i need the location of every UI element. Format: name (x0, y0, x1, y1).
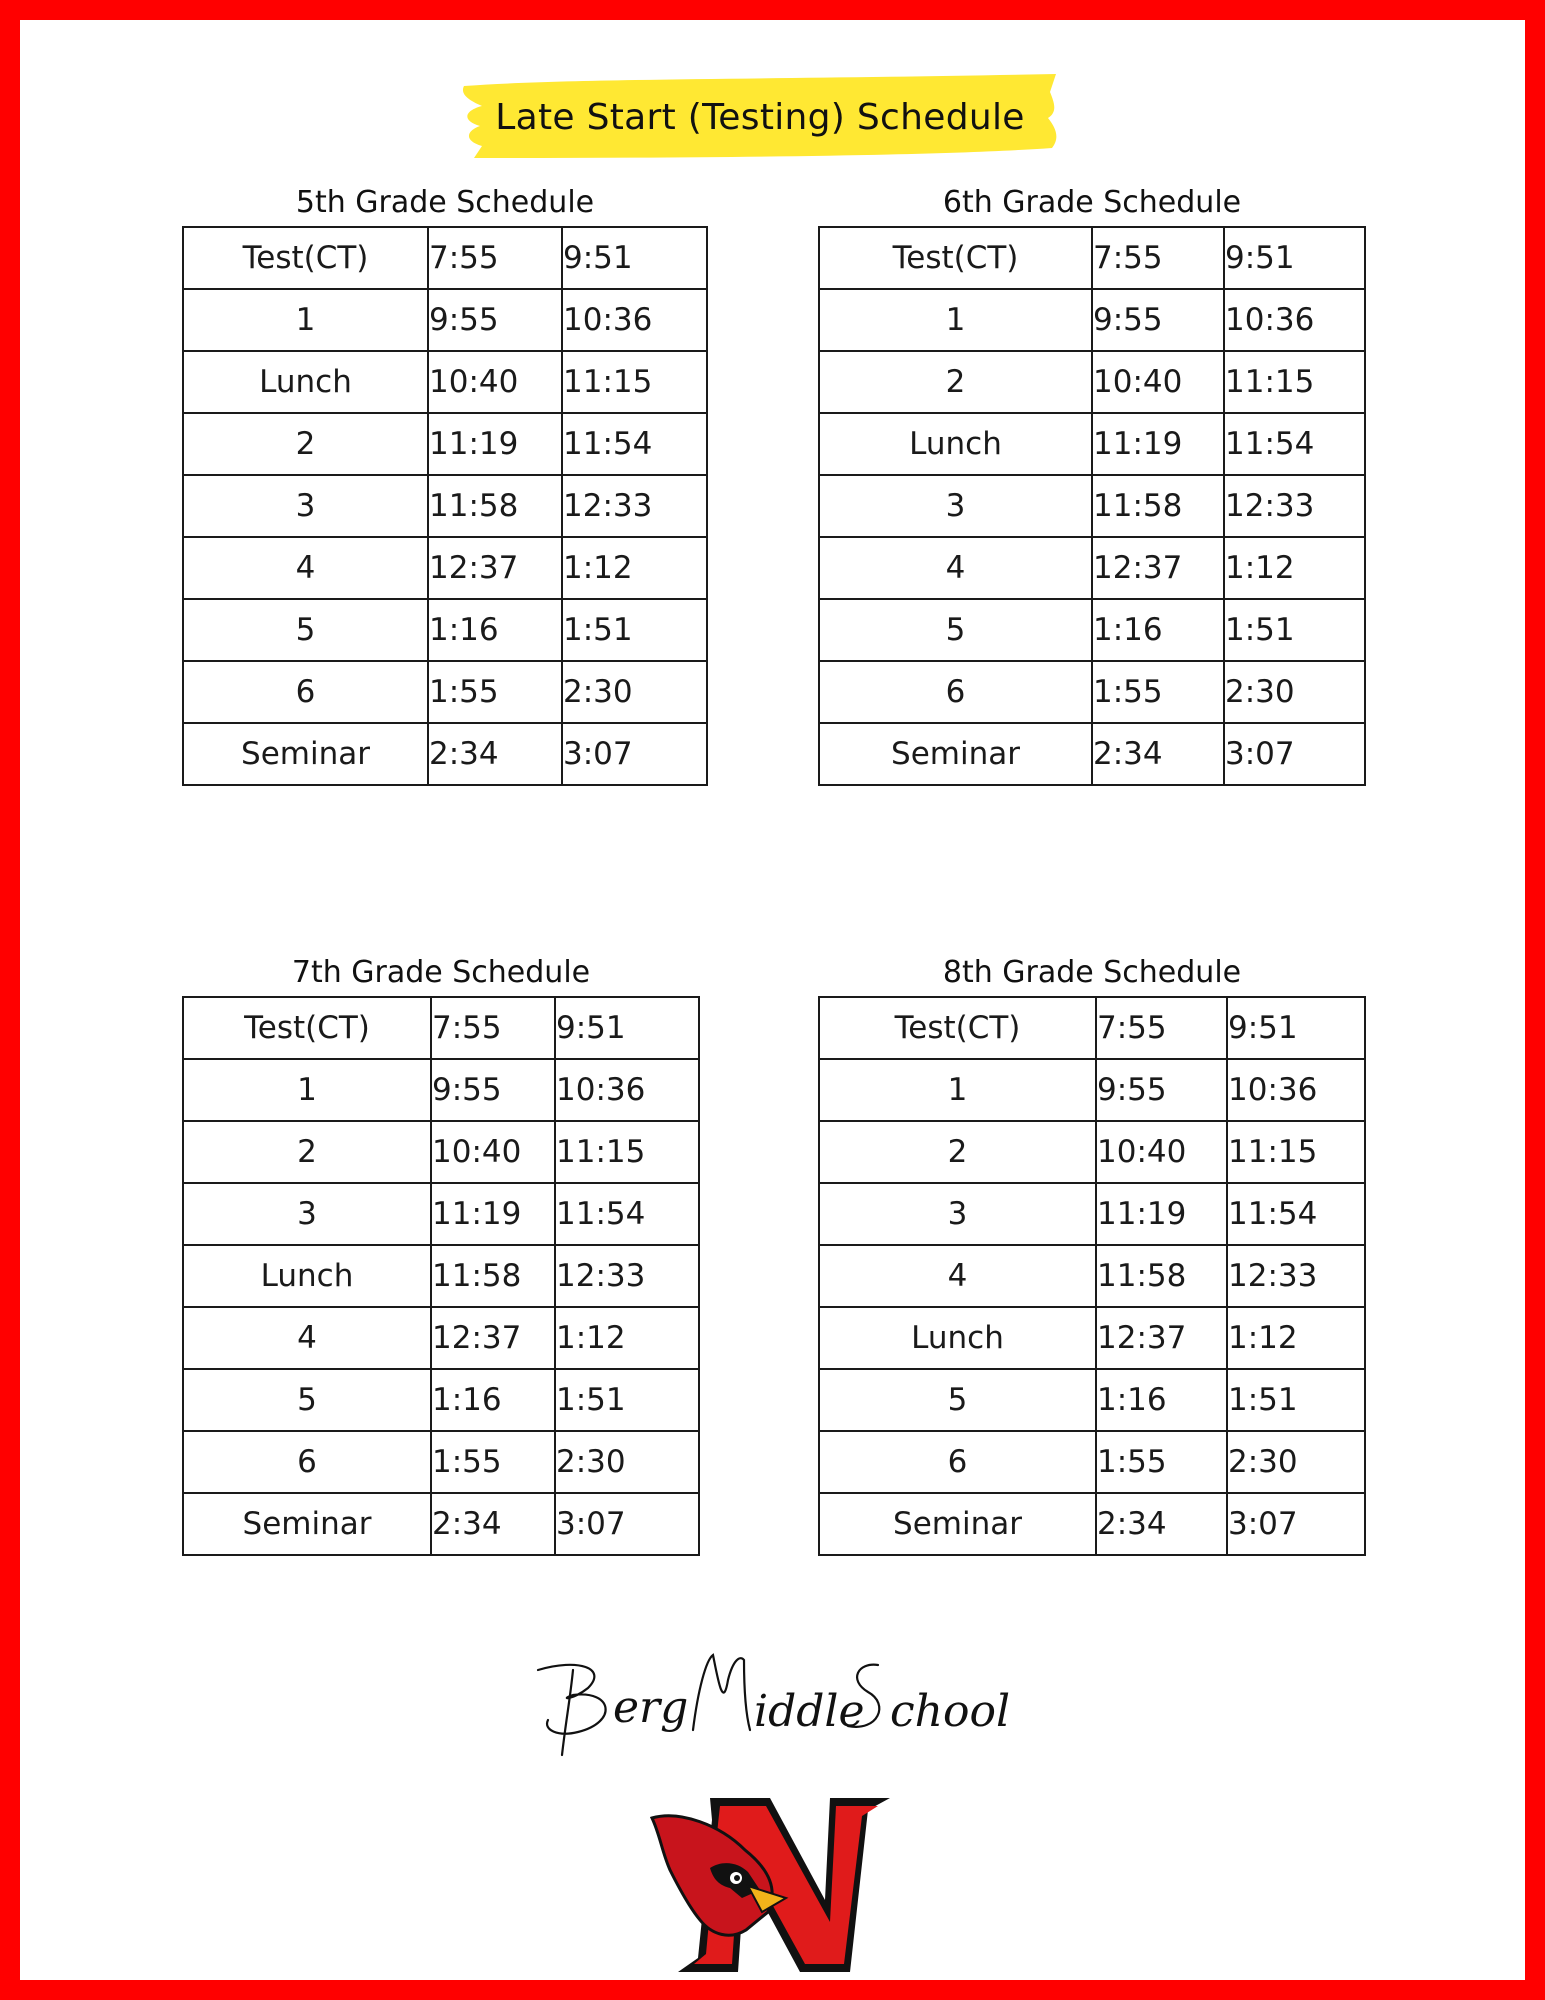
start-time: 1:55 (1092, 661, 1224, 723)
start-time: 11:19 (1096, 1183, 1227, 1245)
end-time: 2:30 (1227, 1431, 1365, 1493)
schedule-title: 6th Grade Schedule (942, 185, 1242, 220)
table-row (819, 289, 1365, 351)
period-name: 5 (819, 599, 1092, 661)
table-row (183, 475, 707, 537)
start-time: 2:34 (428, 723, 562, 785)
end-time: 11:15 (562, 351, 707, 413)
table-row (183, 599, 707, 661)
schedule-title: 5th Grade Schedule (295, 185, 595, 220)
school-script-logo (518, 1640, 1018, 1760)
start-time: 10:40 (431, 1121, 555, 1183)
page-title: Late Start (Testing) Schedule (495, 96, 1025, 138)
end-time: 11:15 (555, 1121, 699, 1183)
schedule-table (818, 226, 1366, 786)
period-name: 6 (183, 661, 428, 723)
table-row (183, 413, 707, 475)
start-time: 1:16 (428, 599, 562, 661)
grade6-schedule (818, 185, 1366, 786)
table-row (819, 351, 1365, 413)
start-time: 11:58 (1092, 475, 1224, 537)
end-time: 1:51 (562, 599, 707, 661)
schedule-table (182, 996, 700, 1556)
start-time: 11:19 (428, 413, 562, 475)
end-time: 1:12 (1227, 1307, 1365, 1369)
period-name: Test(CT) (819, 997, 1096, 1059)
period-name: 3 (819, 475, 1092, 537)
end-time: 10:36 (562, 289, 707, 351)
end-time: 11:54 (555, 1183, 699, 1245)
period-name: Lunch (183, 1245, 431, 1307)
start-time: 9:55 (1096, 1059, 1227, 1121)
end-time: 1:51 (555, 1369, 699, 1431)
table-row (819, 599, 1365, 661)
start-time: 7:55 (1096, 997, 1227, 1059)
end-time: 1:12 (555, 1307, 699, 1369)
end-time: 9:51 (562, 227, 707, 289)
table-row (183, 1059, 699, 1121)
end-time: 1:12 (562, 537, 707, 599)
start-time: 9:55 (428, 289, 562, 351)
period-name: 3 (183, 475, 428, 537)
start-time: 1:16 (1092, 599, 1224, 661)
start-time: 12:37 (1092, 537, 1224, 599)
schedule-title: 7th Grade Schedule (291, 955, 591, 990)
table-row (819, 413, 1365, 475)
end-time: 10:36 (555, 1059, 699, 1121)
period-name: 3 (819, 1183, 1096, 1245)
period-name: Lunch (819, 413, 1092, 475)
period-name: Test(CT) (183, 227, 428, 289)
start-time: 10:40 (1092, 351, 1224, 413)
end-time: 1:51 (1227, 1369, 1365, 1431)
start-time: 12:37 (1096, 1307, 1227, 1369)
period-name: 1 (183, 1059, 431, 1121)
start-time: 11:58 (1096, 1245, 1227, 1307)
period-name: Seminar (183, 1493, 431, 1555)
period-name: 4 (183, 1307, 431, 1369)
period-name: 2 (819, 1121, 1096, 1183)
table-row (183, 1369, 699, 1431)
period-name: Seminar (819, 1493, 1096, 1555)
period-name: 2 (183, 413, 428, 475)
grade7-schedule (182, 955, 700, 1556)
end-time: 12:33 (555, 1245, 699, 1307)
period-name: Test(CT) (183, 997, 431, 1059)
table-row (183, 1493, 699, 1555)
table-row (183, 997, 699, 1059)
end-time: 11:15 (1224, 351, 1365, 413)
table-row (819, 1245, 1365, 1307)
table-row (183, 723, 707, 785)
period-name: 5 (819, 1369, 1096, 1431)
svg-text:chool: chool (890, 1686, 1011, 1737)
table-row (183, 1183, 699, 1245)
end-time: 1:12 (1224, 537, 1365, 599)
start-time: 7:55 (1092, 227, 1224, 289)
start-time: 1:55 (428, 661, 562, 723)
period-name: 1 (819, 289, 1092, 351)
table-row (819, 227, 1365, 289)
schedule-title: 8th Grade Schedule (942, 955, 1242, 990)
period-name: 2 (183, 1121, 431, 1183)
table-row (183, 661, 707, 723)
start-time: 1:55 (1096, 1431, 1227, 1493)
start-time: 12:37 (431, 1307, 555, 1369)
end-time: 11:54 (562, 413, 707, 475)
start-time: 11:58 (431, 1245, 555, 1307)
end-time: 2:30 (555, 1431, 699, 1493)
svg-text:erg: erg (613, 1682, 689, 1733)
table-row (819, 1183, 1365, 1245)
period-name: Lunch (183, 351, 428, 413)
table-row (819, 1059, 1365, 1121)
end-time: 2:30 (562, 661, 707, 723)
start-time: 9:55 (1092, 289, 1224, 351)
end-time: 9:51 (1224, 227, 1365, 289)
table-row (183, 351, 707, 413)
end-time: 11:15 (1227, 1121, 1365, 1183)
table-row (183, 1245, 699, 1307)
start-time: 11:19 (1092, 413, 1224, 475)
table-row (183, 1431, 699, 1493)
table-row (819, 661, 1365, 723)
table-row (819, 1493, 1365, 1555)
table-row (819, 1307, 1365, 1369)
end-time: 3:07 (562, 723, 707, 785)
grade5-schedule (182, 185, 708, 786)
start-time: 12:37 (428, 537, 562, 599)
end-time: 11:54 (1224, 413, 1365, 475)
table-row (819, 475, 1365, 537)
end-time: 2:30 (1224, 661, 1365, 723)
schedule-table (818, 996, 1366, 1556)
start-time: 11:19 (431, 1183, 555, 1245)
table-row (183, 227, 707, 289)
period-name: Lunch (819, 1307, 1096, 1369)
start-time: 7:55 (431, 997, 555, 1059)
table-row (183, 1307, 699, 1369)
table-row (819, 1431, 1365, 1493)
start-time: 1:55 (431, 1431, 555, 1493)
svg-text:iddle: iddle (754, 1686, 865, 1737)
table-row (819, 537, 1365, 599)
table-row (819, 723, 1365, 785)
end-time: 12:33 (562, 475, 707, 537)
start-time: 2:34 (431, 1493, 555, 1555)
table-row (819, 1121, 1365, 1183)
end-time: 11:54 (1227, 1183, 1365, 1245)
start-time: 10:40 (1096, 1121, 1227, 1183)
period-name: 6 (183, 1431, 431, 1493)
period-name: 4 (183, 537, 428, 599)
end-time: 1:51 (1224, 599, 1365, 661)
title-banner (458, 72, 1062, 162)
cardinal-n-logo (650, 1790, 900, 1980)
end-time: 9:51 (555, 997, 699, 1059)
start-time: 9:55 (431, 1059, 555, 1121)
period-name: 1 (183, 289, 428, 351)
table-row (819, 997, 1365, 1059)
period-name: 4 (819, 537, 1092, 599)
period-name: 4 (819, 1245, 1096, 1307)
period-name: 5 (183, 599, 428, 661)
period-name: 2 (819, 351, 1092, 413)
end-time: 10:36 (1227, 1059, 1365, 1121)
start-time: 1:16 (1096, 1369, 1227, 1431)
table-row (183, 1121, 699, 1183)
period-name: 3 (183, 1183, 431, 1245)
period-name: Seminar (819, 723, 1092, 785)
end-time: 3:07 (1227, 1493, 1365, 1555)
start-time: 10:40 (428, 351, 562, 413)
period-name: 6 (819, 661, 1092, 723)
period-name: Test(CT) (819, 227, 1092, 289)
end-time: 3:07 (555, 1493, 699, 1555)
period-name: Seminar (183, 723, 428, 785)
table-row (819, 1369, 1365, 1431)
start-time: 11:58 (428, 475, 562, 537)
period-name: 5 (183, 1369, 431, 1431)
end-time: 12:33 (1227, 1245, 1365, 1307)
table-row (183, 289, 707, 351)
end-time: 3:07 (1224, 723, 1365, 785)
start-time: 2:34 (1092, 723, 1224, 785)
grade8-schedule (818, 955, 1366, 1556)
end-time: 12:33 (1224, 475, 1365, 537)
start-time: 1:16 (431, 1369, 555, 1431)
schedule-table (182, 226, 708, 786)
end-time: 9:51 (1227, 997, 1365, 1059)
start-time: 7:55 (428, 227, 562, 289)
period-name: 1 (819, 1059, 1096, 1121)
period-name: 6 (819, 1431, 1096, 1493)
start-time: 2:34 (1096, 1493, 1227, 1555)
end-time: 10:36 (1224, 289, 1365, 351)
table-row (183, 537, 707, 599)
